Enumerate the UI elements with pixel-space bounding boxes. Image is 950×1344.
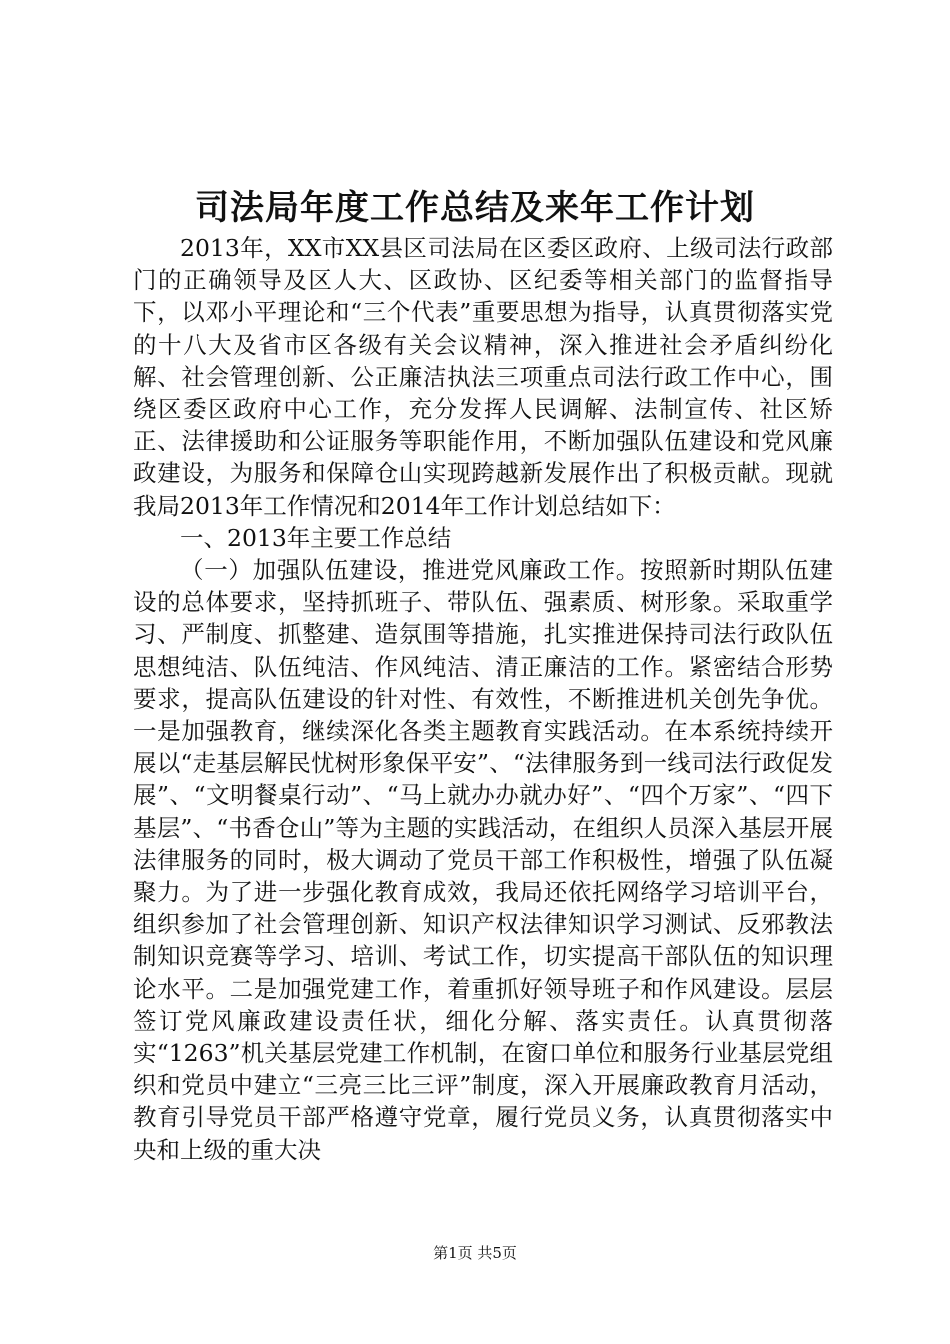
section-heading: 一、2013年主要工作总结 — [180, 523, 452, 552]
document-title: 司法局年度工作总结及来年工作计划 — [195, 188, 755, 228]
paragraph-team-building: （一）加强队伍建设，推进党风廉政工作。按照新时期队伍建设的总体要求，坚持抓班子、带队伍、强素质、树形象。采取重学习、严制度、抓整建、造氛围等措施，扎实推进保持司法行政队伍思想纯洁、队伍纯洁、作风纯洁、清正廉洁的工作。紧密结合形势要求，提高队伍建设的针对性、有效性，不断推进机关创先争优。一是加强教育，继续深化各类主题教育实践活动。在本系统持续开展以“走基层解民忧树形象保平安”、“法律服务到一线司法行政促发展”、“文明餐桌行动”、“马上就办办就办好”、“四个万家”、“四下基层”、“书香仓山”等为主题的实践活动，在组织人员深入基层开展法律服务的同时，极大调动了党员干部工作积极性，增强了队伍凝聚力。为了进一步强化教育成效，我局还依托网络学习培训平台，组织参加了社会管理创新、知识产权法律知识学习测试、反邪教法制知识竞赛等学习、培训、考试工作，切实提高干部队伍的知识理论水平。二是加强党建工作，着重抓好领导班子和作风建设。层层签订党风廉政建设责任状，细化分解、落实责任。认真贯彻落实“1263”机关基层党建工作机制，在窗口单位和服务行业基层党组织和党员中建立“三亮三比三评”制度，深入开展廉政教育月活动，教育引导党员干部严格遵守党章，履行党员义务，认真贯彻落实中央和上级的重大决 — [133, 556, 833, 1164]
paragraph-intro: 2013年，XX市XX县区司法局在区委区政府、上级司法行政部门的正确领导及区人大、区政协、区纪委等相关部门的监督指导下，以邓小平理论和“三个代表”重要思想为指导，认真贯彻落实党的十八大及省市区各级有关会议精神，深入推进社会矛盾纠纷化解、社会管理创新、公正廉洁执法三项重点司法行政工作中心，围绕区委区政府中心工作，充分发挥人民调解、法制宣传、社区矫正、法律援助和公证服务等职能作用，不断加强队伍建设和党风廉政建设，为服务和保障仓山实现跨越新发展作出了积极贡献。现就我局2013年工作情况和2014年工作计划总结如下： — [133, 234, 833, 520]
document-body — [133, 232, 833, 1166]
page-number-footer: 第1页 共5页 — [433, 1244, 517, 1262]
